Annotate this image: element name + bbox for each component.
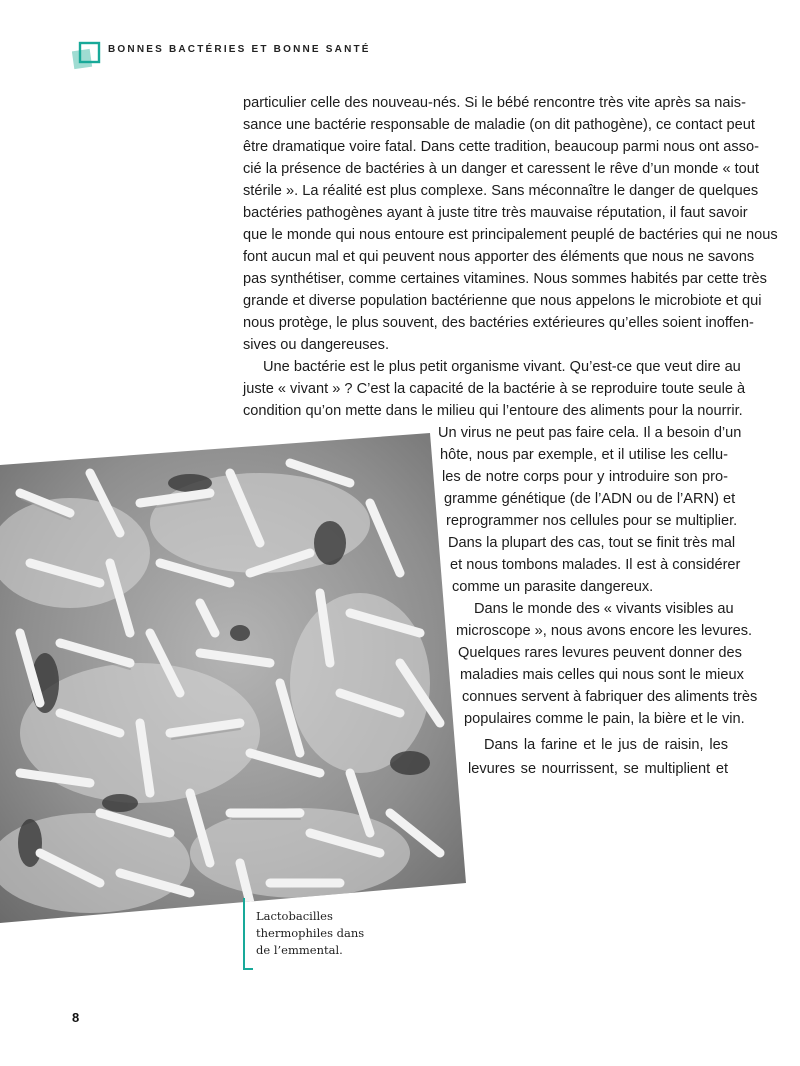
- body-line: et nous tombons malades. Il est à considérer: [450, 557, 741, 573]
- teal-squares-logo-icon: [72, 40, 102, 70]
- body-line: nous protège, le plus souvent, des bactéries extérieures qu’elles soient inoffen-: [243, 315, 754, 331]
- running-head-title: BONNES BACTÉRIES ET BONNE SANTÉ: [108, 44, 371, 55]
- body-line: Dans la farine et le jus de raisin, les: [484, 737, 728, 753]
- body-line: levures se nourrissent, se multiplient et: [468, 761, 728, 777]
- body-line: Dans le monde des « vivants visibles au: [474, 601, 734, 617]
- body-line: grande et diverse population bactérienne que nous appelons le microbiote et qui: [243, 293, 762, 309]
- body-line: connues servent à fabriquer des aliments très: [462, 689, 758, 705]
- body-line: que le monde qui nous entoure est principalement peuplé de bactéries qui ne nous: [243, 227, 778, 243]
- body-line: bactéries pathogènes ayant à juste titre très mauvaise réputation, il faut savoir: [243, 205, 748, 221]
- body-line: cié la présence de bactéries à un danger et caressent le rêve d’un monde « tout: [243, 161, 759, 177]
- caption-accent-bar: [243, 898, 245, 970]
- body-line: sance une bactérie responsable de maladie (on dit pathogène), ce contact peut: [243, 117, 755, 133]
- caption-accent-foot: [243, 968, 253, 970]
- lactobacilli-microscope-photo: [0, 433, 466, 923]
- body-line: comme un parasite dangereux.: [452, 579, 654, 595]
- body-line: Une bactérie est le plus petit organisme vivant. Qu’est-ce que veut dire au: [263, 359, 741, 375]
- body-line: Dans la plupart des cas, tout se finit très mal: [448, 535, 736, 551]
- body-line: stérile ». La réalité est plus complexe. Sans méconnaître le danger de quelques: [243, 183, 759, 199]
- body-line: pas synthétiser, comme certaines vitamines. Nous sommes habités par cette très: [243, 271, 767, 287]
- page-number: 8: [72, 1010, 80, 1025]
- body-line: Quelques rares levures peuvent donner des: [458, 645, 742, 661]
- photo-caption: [256, 908, 396, 959]
- body-line: sives ou dangereuses.: [243, 337, 390, 353]
- body-line: reprogrammer nos cellules pour se multiplier.: [446, 513, 738, 529]
- body-line: font aucun mal et qui peuvent nous apporter des éléments que nous ne savons: [243, 249, 755, 265]
- body-line: hôte, nous par exemple, et il utilise les cellu-: [440, 447, 728, 463]
- body-line: les de notre corps pour y introduire son pro-: [442, 469, 728, 485]
- body-line: gramme génétique (de l’ADN ou de l’ARN) et: [444, 491, 736, 507]
- caption-line: thermophiles dans: [256, 926, 365, 940]
- body-line: populaires comme le pain, la bière et le vin.: [464, 711, 745, 727]
- body-line: condition qu’on mette dans le milieu qui l’entoure des aliments pour la nourrir.: [243, 403, 743, 419]
- body-line: particulier celle des nouveau-nés. Si le bébé rencontre très vite après sa nais-: [243, 95, 746, 111]
- body-line: être dramatique voire fatal. Dans cette tradition, beaucoup parmi nous ont asso-: [243, 139, 759, 155]
- body-line: maladies mais celles qui nous sont le mieux: [460, 667, 744, 683]
- body-line: juste « vivant » ? C’est la capacité de la bactérie à se reproduire toute seule à: [243, 381, 746, 397]
- body-line: Un virus ne peut pas faire cela. Il a besoin d’un: [438, 425, 742, 441]
- caption-line: Lactobacilles: [256, 909, 333, 923]
- caption-line: de l’emmental.: [256, 943, 343, 957]
- body-line: microscope », nous avons encore les levures.: [456, 623, 753, 639]
